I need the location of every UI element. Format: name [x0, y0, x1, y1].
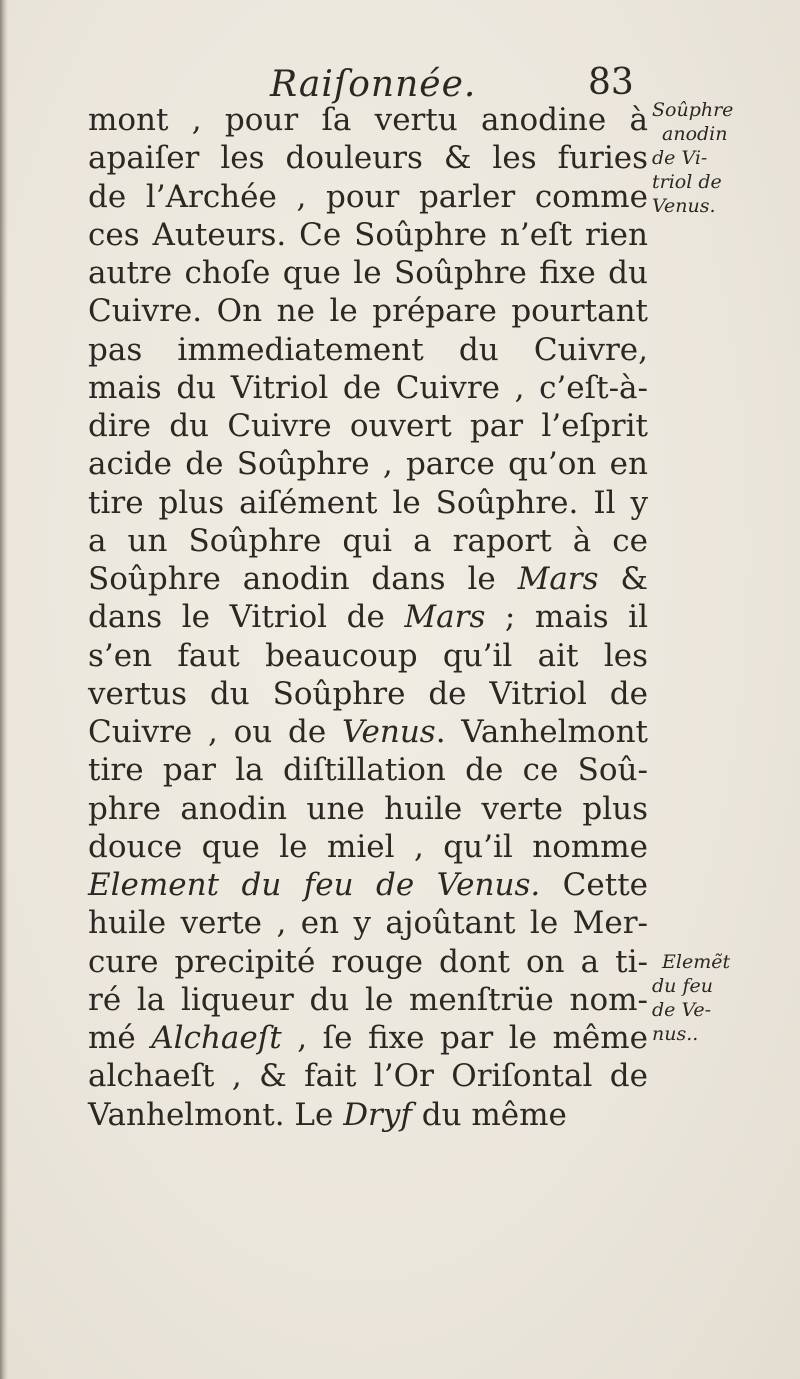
text-line: tire plus aiſément le Soûphre. Il y [88, 484, 648, 521]
text-line: autre choſe que le Soûphre fixe du [88, 255, 648, 291]
margin-note-line: de Vi- [652, 147, 708, 169]
margin-note-line: Elemẽt [662, 951, 731, 973]
margin-note-line: du feu [652, 975, 713, 997]
text-segment: mé [88, 1020, 152, 1056]
text-line [88, 560, 648, 598]
italic-word: Alchaeſt [151, 1020, 282, 1056]
body-text [88, 101, 648, 1134]
page-gutter-shadow [0, 0, 8, 1379]
text-line: cure precipité rouge dont on a ti- [88, 943, 648, 980]
margin-note-soufre-anodin [652, 98, 792, 218]
text-line [88, 1019, 648, 1057]
text-line: ces Auteurs. Ce Soûphre n’eſt rien [88, 216, 648, 253]
text-line: mais du Vitriol de Cuivre , c’eſt-à- [88, 369, 648, 406]
ampersand: & [620, 561, 648, 597]
italic-word: Mars [404, 599, 486, 636]
margin-note-element-du-feu [652, 950, 792, 1046]
page-number: 83 [588, 62, 634, 103]
italic-word: Venus [341, 714, 436, 750]
text-line [88, 1096, 648, 1134]
text-line: Cuivre. On ne le prépare pourtant [88, 293, 648, 330]
margin-note-line: triol de [652, 171, 722, 193]
text-segment: dans le Vitriol de [88, 599, 405, 636]
text-segment: Soûphre anodin dans le [88, 561, 518, 597]
text-line: pas immediatement du Cuivre, [88, 331, 648, 368]
text-line [88, 713, 648, 751]
text-segment: . Vanhelmont [435, 714, 649, 750]
margin-note-line: Soûphre [652, 99, 734, 121]
italic-word: Dryf [343, 1096, 412, 1133]
text-line: alchaeſt , & fait l’Or Oriſontal de [88, 1058, 648, 1095]
text-segment: du même [411, 1096, 567, 1133]
text-line: dire du Cuivre ouvert par l’eſprit [88, 408, 648, 444]
text-segment: Cuivre , ou de [88, 714, 342, 750]
text-line: de l’Archée , pour parler comme [88, 178, 648, 215]
text-line: a un Soûphre qui a raport à ce [88, 522, 648, 559]
text-segment: ; mais il [485, 599, 648, 636]
margin-note-line: nus.. [652, 1023, 699, 1045]
running-title: Raiſonnée. [270, 64, 477, 105]
italic-phrase: Element du feu de Venus. [88, 867, 541, 903]
text-line: mont , pour ſa vertu anodine à [88, 102, 648, 138]
text-line: huile verte , en y ajoûtant le Mer- [88, 905, 648, 942]
text-segment: Vanhelmont. Le [88, 1096, 344, 1133]
text-line: tire par la diſtillation de ce Soû- [88, 752, 648, 789]
text-line: apaiſer les douleurs & les furies [88, 140, 648, 177]
text-segment: , ſe fixe par le même [281, 1020, 648, 1056]
text-line: vertus du Soûphre de Vitriol de [88, 675, 648, 712]
text-line: acide de Soûphre , parce qu’on en [88, 446, 648, 483]
text-line [88, 866, 648, 904]
margin-note-line: Venus. [652, 195, 716, 217]
text-line: douce que le miel , qu’il nomme [88, 828, 648, 865]
margin-note-line: de Ve- [652, 999, 712, 1021]
text-line: phre anodin une huile verte plus [88, 790, 648, 827]
margin-note-line: anodin [662, 123, 728, 145]
text-line: s’en faut beaucoup qu’il ait les [88, 637, 648, 674]
text-segment: Cette [540, 867, 648, 903]
italic-word: Mars [517, 561, 599, 597]
text-line [88, 598, 648, 636]
text-line: ré la liqueur du le menſtrüe nom- [88, 981, 648, 1018]
